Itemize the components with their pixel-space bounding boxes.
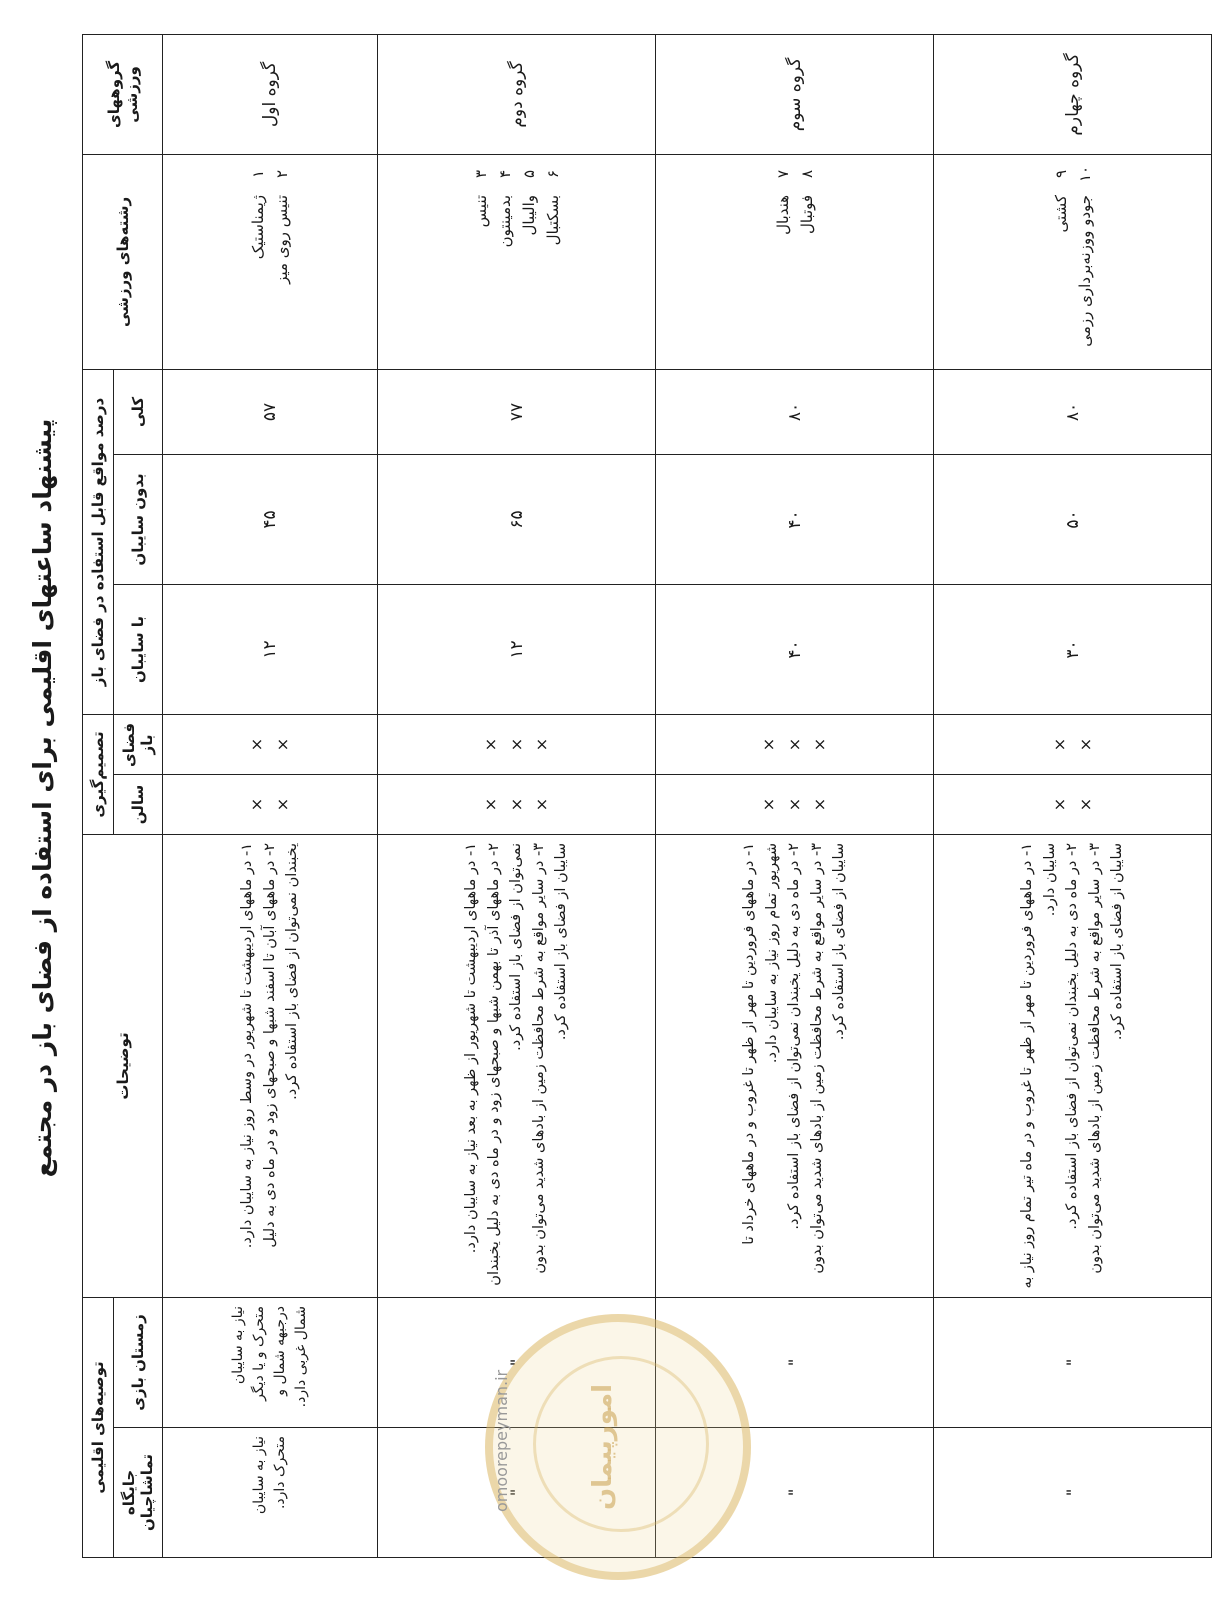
sport-number: ۹ bbox=[1051, 169, 1070, 178]
explanation-cell bbox=[378, 834, 656, 1297]
table-row bbox=[378, 34, 656, 1557]
total-percent: ۸۰ bbox=[934, 369, 1212, 454]
sport-number: ۵ bbox=[519, 169, 538, 178]
open-space-marks bbox=[656, 714, 934, 774]
sport-item bbox=[1049, 163, 1073, 361]
explanation-item: ۲- در ماه دی به دلیل یخبندان نمی‌توان از فضای باز استفاده کرد. bbox=[1064, 842, 1081, 1230]
winter-note: " bbox=[656, 1297, 934, 1427]
explanation-item: ۳- در سایر مواقع به شرط محافظت زمین از بادهای شدید می‌توان بدون سایبان از فضای باز استفاده کرد. bbox=[530, 842, 570, 1274]
header-groups: گروههای ورزشی bbox=[83, 34, 163, 154]
table-row bbox=[934, 34, 1212, 1557]
sports-cell bbox=[163, 154, 378, 369]
sport-number: ۱ bbox=[249, 169, 268, 178]
check-mark: × bbox=[759, 737, 779, 752]
explanation-cell bbox=[934, 834, 1212, 1297]
with-shade-percent: ۱۲ bbox=[163, 584, 378, 714]
sport-number: ۶ bbox=[543, 169, 562, 178]
header-no-shade: بدون سایبان bbox=[114, 454, 163, 584]
header-seats: جایگاه تماشاچیان bbox=[114, 1427, 163, 1557]
seats-note: " bbox=[656, 1427, 934, 1557]
sport-item bbox=[795, 163, 819, 361]
seats-note: نیاز به سایبان متحرک دارد. bbox=[163, 1427, 378, 1557]
check-mark: × bbox=[247, 737, 267, 752]
sport-item bbox=[541, 163, 565, 361]
check-mark: × bbox=[784, 737, 804, 752]
sport-name: ژیمناستیک bbox=[249, 194, 268, 260]
sport-number: ۷ bbox=[773, 169, 792, 178]
hall-marks bbox=[656, 774, 934, 834]
check-mark: × bbox=[273, 737, 293, 752]
check-mark: × bbox=[1075, 797, 1095, 812]
total-percent: ۵۷ bbox=[163, 369, 378, 454]
sport-name: فوتبال bbox=[797, 194, 816, 235]
sport-name: کشتی bbox=[1051, 194, 1070, 233]
explanation-item: ۲- در ماههای آبان تا اسفند شبها و صبحهای زود و در ماه دی به دلیل یخبندان نمی‌توان از فضای باز استفاده کرد. bbox=[261, 842, 301, 1248]
sport-number: ۱۰ bbox=[1075, 165, 1094, 183]
header-sports: رشته‌های ورزشی bbox=[83, 154, 163, 369]
explanation-item: ۱- در ماههای فروردین تا مهر از ظهر تا غروب و در ماههای خرداد تا شهریور تمام روز نیاز به سایبان دارد. bbox=[741, 842, 780, 1245]
sport-name: والیبال bbox=[519, 194, 538, 236]
check-mark: × bbox=[506, 797, 526, 812]
sport-number: ۳ bbox=[471, 169, 490, 178]
check-mark: × bbox=[759, 797, 779, 812]
table-row bbox=[656, 34, 934, 1557]
header-hall: سالن bbox=[114, 774, 163, 834]
open-space-marks bbox=[163, 714, 378, 774]
winter-note: " bbox=[934, 1297, 1212, 1427]
explanation-cell bbox=[656, 834, 934, 1297]
no-shade-percent: ۴۵ bbox=[163, 454, 378, 584]
header-with-shade: با سایبان bbox=[114, 584, 163, 714]
hall-marks bbox=[163, 774, 378, 834]
no-shade-percent: ۶۵ bbox=[378, 454, 656, 584]
sports-cell bbox=[656, 154, 934, 369]
with-shade-percent: ۱۲ bbox=[378, 584, 656, 714]
check-mark: × bbox=[273, 797, 293, 812]
hall-marks bbox=[934, 774, 1212, 834]
sport-item bbox=[270, 163, 294, 361]
watermark-text: امورپیمان bbox=[588, 1383, 618, 1511]
check-mark: × bbox=[481, 797, 501, 812]
sport-name: بدمینتون bbox=[495, 194, 514, 248]
total-percent: ۸۰ bbox=[656, 369, 934, 454]
sports-cell bbox=[934, 154, 1212, 369]
group-cell: گروه سوم bbox=[656, 34, 934, 154]
explanation-item: ۲- در ماههای آذر تا بهمن شبها و صبحهای زود و در ماه دی به دلیل یخبندان نمی‌توان از فضای باز استفاده کرد. bbox=[485, 842, 525, 1286]
check-mark: × bbox=[1075, 737, 1095, 752]
sport-name: هندبال bbox=[773, 194, 792, 235]
winter-note: " bbox=[378, 1297, 656, 1427]
check-mark: × bbox=[532, 737, 552, 752]
check-mark: × bbox=[1049, 797, 1069, 812]
page-title: پیشنهاد ساعتهای اقلیمی برای استفاده از فضای باز در مجتمع bbox=[28, 418, 57, 1178]
group-cell: گروه دوم bbox=[378, 34, 656, 154]
explanation-item: ۱- در ماههای فروردین تا مهر از ظهر تا غروب و در ماه تیر تمام روز نیاز به سایبان دارد. bbox=[1019, 842, 1058, 1289]
check-mark: × bbox=[481, 737, 501, 752]
no-shade-percent: ۵۰ bbox=[934, 454, 1212, 584]
winter-note: نیاز به سایبان متحرک و یا دیگر درجبهه شمال و شمال غربی دارد. bbox=[163, 1297, 378, 1427]
hall-marks bbox=[378, 774, 656, 834]
with-shade-percent: ۳۰ bbox=[934, 584, 1212, 714]
total-percent: ۷۷ bbox=[378, 369, 656, 454]
seats-note: " bbox=[934, 1427, 1212, 1557]
check-mark: × bbox=[784, 797, 804, 812]
check-mark: × bbox=[1049, 737, 1069, 752]
sport-item bbox=[246, 163, 270, 361]
header-climate: توصیه‌های اقلیمی bbox=[83, 1297, 114, 1557]
explanation-item: ۱- در ماههای اردیبهشت تا شهریور در وسط روز نیاز به سایبان دارد. bbox=[239, 842, 256, 1249]
sport-item bbox=[517, 163, 541, 361]
check-mark: × bbox=[506, 737, 526, 752]
sport-name: بسکتبال bbox=[543, 194, 562, 246]
header-winter: زمستان بازی bbox=[114, 1297, 163, 1427]
group-cell: گروه اول bbox=[163, 34, 378, 154]
with-shade-percent: ۴۰ bbox=[656, 584, 934, 714]
check-mark: × bbox=[532, 797, 552, 812]
sport-name: تنیس روی میز bbox=[273, 194, 292, 284]
sport-number: ۲ bbox=[273, 169, 292, 178]
sports-table bbox=[82, 34, 1212, 1558]
header-percent: درصد مواقع قابل استفاده در فضای باز bbox=[83, 369, 114, 714]
table-row bbox=[163, 34, 378, 1557]
sport-name: تنیس bbox=[471, 194, 490, 228]
sport-number: ۴ bbox=[495, 169, 514, 178]
no-shade-percent: ۴۰ bbox=[656, 454, 934, 584]
header-explanation: توضیحات bbox=[83, 834, 163, 1297]
sport-item bbox=[771, 163, 795, 361]
explanation-cell bbox=[163, 834, 378, 1297]
check-mark: × bbox=[810, 737, 830, 752]
header-total: کلی bbox=[114, 369, 163, 454]
sport-item bbox=[493, 163, 517, 361]
site-label: omoorepeyman.ir bbox=[492, 1369, 511, 1512]
header-recommendation: تصمیم‌گیری bbox=[83, 714, 114, 834]
sport-item bbox=[1073, 163, 1097, 361]
check-mark: × bbox=[247, 797, 267, 812]
explanation-item: ۲- در ماه دی به دلیل یخبندان نمی‌توان از فضای باز استفاده کرد. bbox=[786, 842, 803, 1230]
explanation-item: ۳- در سایر مواقع به شرط محافظت زمین از بادهای شدید می‌توان بدون سایبان از فضای باز استفاده کرد. bbox=[1086, 842, 1126, 1274]
sport-name: جودو ووزنه‌برداری رزمی bbox=[1075, 194, 1094, 347]
sports-cell bbox=[378, 154, 656, 369]
explanation-item: ۱- در ماههای اردیبهشت تا شهریور از ظهر به بعد نیاز به سایبان دارد. bbox=[463, 842, 480, 1254]
header-row-1 bbox=[83, 34, 114, 1557]
open-space-marks bbox=[378, 714, 656, 774]
sport-item bbox=[469, 163, 493, 361]
seats-note: " bbox=[378, 1427, 656, 1557]
explanation-item: ۳- در سایر مواقع به شرط محافظت زمین از بادهای شدید می‌توان بدون سایبان از فضای باز استفاده کرد. bbox=[808, 842, 848, 1274]
sport-number: ۸ bbox=[797, 169, 816, 178]
group-cell: گروه چهارم bbox=[934, 34, 1212, 154]
check-mark: × bbox=[810, 797, 830, 812]
header-open-space: فضای باز bbox=[114, 714, 163, 774]
open-space-marks bbox=[934, 714, 1212, 774]
